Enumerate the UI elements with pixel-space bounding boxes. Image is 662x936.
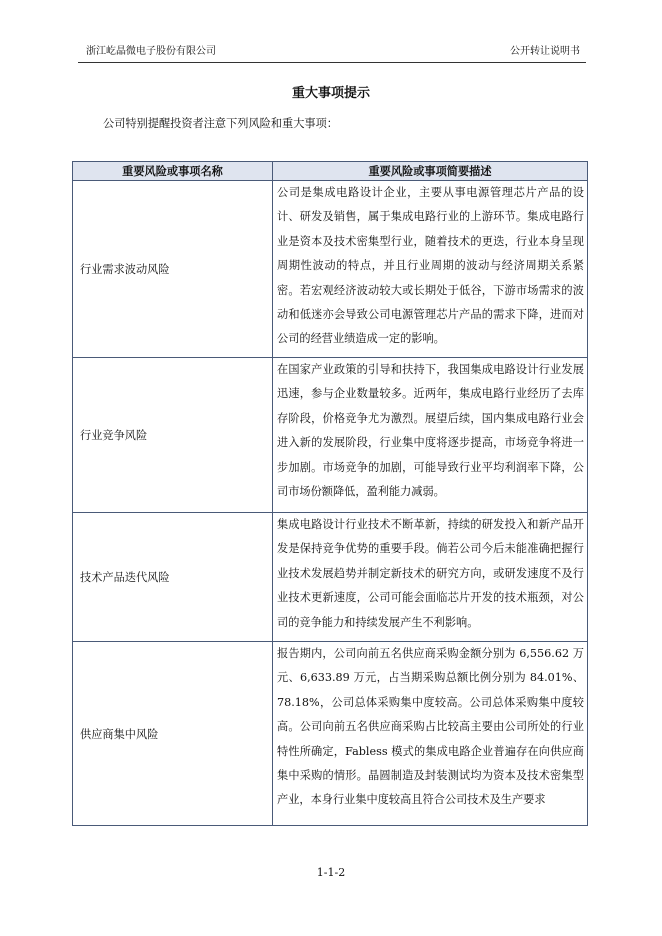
page-number: 1-1-2 — [316, 866, 346, 879]
column-header-description: 重要风险或事项简要描述 — [273, 162, 588, 181]
header-document-type: 公开转让说明书 — [510, 46, 580, 57]
risk-table — [72, 161, 588, 826]
intro-paragraph: 公司特别提醒投资者注意下列风险和重大事项： — [103, 117, 338, 130]
header-company-name: 浙江屹晶微电子股份有限公司 — [86, 46, 216, 57]
section-title: 重大事项提示 — [291, 86, 370, 101]
risk-description: 公司是集成电路设计企业，主要从事电源管理芯片产品的设计、研发及销售，属于集成电路行业的上游环节。集成电路行业是资本及技术密集型行业，随着技术的更迭，行业本身呈现周期性波动的特点，并且行业周期的波动与经济周期关系紧密。若宏观经济波动较大或长期处于低谷，下游市场需求的波动和低迷亦会导致公司电源管理芯片产品的需求下降，进而对公司的经营业绩造成一定的影响。 — [273, 181, 588, 358]
table-row — [73, 358, 588, 513]
risk-description: 集成电路设计行业技术不断革新，持续的研发投入和新产品开发是保持竞争优势的重要手段。倘若公司今后未能准确把握行业技术发展趋势并制定新技术的研究方向，或研发速度不及行业技术更新速度，公司可能会面临芯片开发的技术瓶颈，对公司的竞争能力和持续发展产生不利影响。 — [273, 513, 588, 642]
table-row — [73, 181, 588, 358]
risk-name: 技术产品迭代风险 — [73, 513, 273, 642]
risk-name: 供应商集中风险 — [73, 642, 273, 826]
page-header — [78, 44, 586, 63]
risk-name: 行业需求波动风险 — [73, 181, 273, 358]
risk-description: 报告期内，公司向前五名供应商采购金额分别为 6,556.62 万元、6,633.89 万元，占当期采购总额比例分别为 84.01%、78.18%，公司总体采购集中度较高。公司总体采购集中度较高。公司向前五名供应商采购占比较高主要由公司所处的行业特性所确定，Fabless 模式的集成电路企业普遍存在向供应商集中采购的情形。晶圆制造及封装测试均为资本及技术密集型产业，本身行业集中度较高且符合公司技术及生产要求 — [273, 642, 588, 826]
risk-description: 在国家产业政策的引导和扶持下，我国集成电路设计行业发展迅速，参与企业数量较多。近两年，集成电路行业经历了去库存阶段，价格竞争尤为激烈。展望后续，国内集成电路行业会进入新的发展阶段，行业集中度将逐步提高，市场竞争将进一步加剧。市场竞争的加剧，可能导致行业平均利润率下降，公司市场份额降低，盈利能力减弱。 — [273, 358, 588, 513]
table-header-row — [73, 162, 588, 181]
table-row — [73, 513, 588, 642]
risk-name: 行业竞争风险 — [73, 358, 273, 513]
column-header-name: 重要风险或事项名称 — [73, 162, 273, 181]
table-row — [73, 642, 588, 826]
